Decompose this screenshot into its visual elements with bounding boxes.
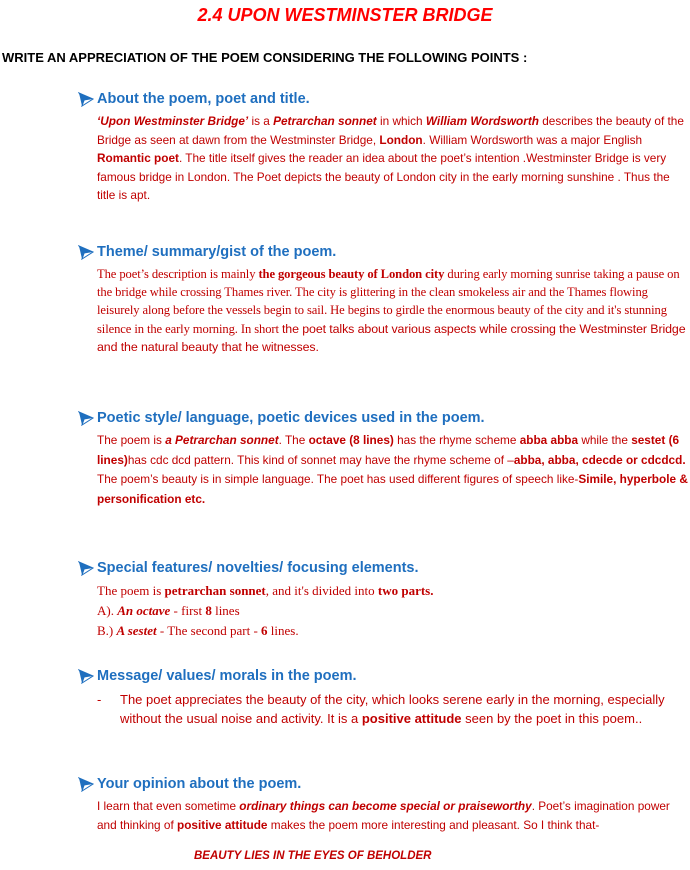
section-heading: Poetic style/ language, poetic devices used in the poem.	[97, 410, 485, 426]
closing-quote: BEAUTY LIES IN THE EYES OF BEHOLDER	[194, 849, 432, 862]
section-heading: Special features/ novelties/ focusing elements.	[97, 560, 419, 576]
arrow-bullet-icon	[78, 91, 94, 107]
section-style	[78, 409, 688, 521]
section-heading: Message/ values/ morals in the poem.	[97, 668, 357, 684]
section-text: The poet’s description is mainly the gorgeous beauty of London city during early morning sunrise taking a pause on the bridge while crossing Thames river. The city is glittering in the clean smokeless air and the Thames flowing leisurely along before the vessels begin to sail. He begins to girdle the enormous beauty of the city and it's stunning silence in the early morning. In short the poet talks about various aspects while crossing the Westminster Bridge and the natural beauty that he witnesses.	[97, 267, 686, 354]
section-heading: About the poem, poet and title.	[97, 91, 310, 107]
section-text: ‘Upon Westminster Bridge’ is a Petrarchan sonnet in which William Wordsworth describes the beauty of the Bridge as seen at dawn from the Westminster Bridge, London. William Wordsworth was a major English Romantic poet. The title itself gives the reader an idea about the poet’s intention .Westminster Bridge is very famous bridge in London. The Poet depicts the beauty of London city in the early morning sunshine . Thus the title is apt.	[97, 114, 684, 203]
arrow-bullet-icon	[78, 776, 94, 792]
section-heading: Theme/ summary/gist of the poem.	[97, 244, 337, 260]
features-intro: The poem is petrarchan sonnet, and it's divided into two parts.	[97, 583, 434, 598]
section-message	[78, 667, 688, 728]
arrow-bullet-icon	[78, 560, 94, 576]
arrow-bullet-icon	[78, 244, 94, 260]
features-item-b: B.) A sestet - The second part - 6 lines.	[97, 623, 299, 638]
arrow-bullet-icon	[78, 668, 94, 684]
section-text	[97, 581, 688, 641]
section-text: - The poet appreciates the beauty of the city, which looks serene early in the morning, especially without the usual noise and activity. It is a positive attitude seen by the poet in this poem..	[97, 692, 665, 726]
section-text: I learn that even sometime ordinary things can become special or praiseworthy. Poet’s imagination power and thinking of positive attitude makes the poem more interesting and pleasant. So I think that-	[97, 799, 670, 832]
section-text: The poem is a Petrarchan sonnet. The octave (8 lines) has the rhyme scheme abba abba while the sestet (6 lines)has cdc dcd pattern. This kind of sonnet may have the rhyme scheme of –abba, abba, cdecde or cdcdcd. The poem’s beauty is in simple language. The poet has used different figures of speech like-Simile, hyperbole & personification etc.	[97, 433, 688, 506]
section-features	[78, 559, 688, 641]
list-dash: -	[97, 692, 102, 707]
features-item-a: A). An octave - first 8 lines	[97, 603, 240, 618]
section-theme	[78, 243, 688, 369]
page-title: 2.4 UPON WESTMINSTER BRIDGE	[197, 5, 493, 25]
arrow-bullet-icon	[78, 410, 94, 426]
section-about	[78, 90, 688, 217]
section-opinion	[78, 775, 688, 865]
instruction-heading: WRITE AN APPRECIATION OF THE POEM CONSIDERING THE FOLLOWING POINTS :	[2, 50, 528, 65]
section-heading: Your opinion about the poem.	[97, 776, 302, 792]
